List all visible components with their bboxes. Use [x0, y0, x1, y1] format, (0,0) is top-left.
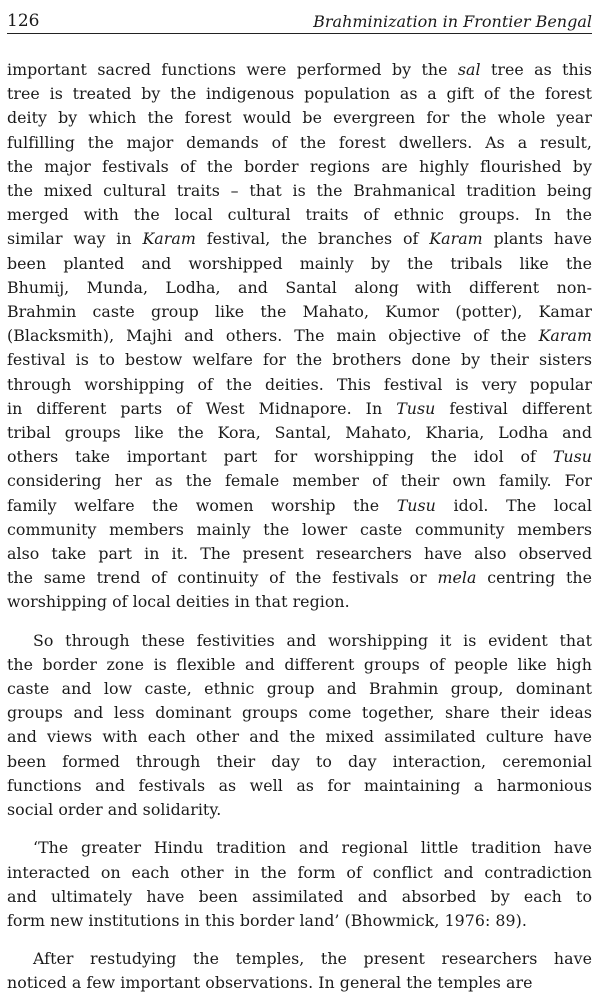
italic-term: Tusu [396, 398, 436, 418]
paragraph [7, 58, 592, 615]
text-line: similar way in Karam festival, the branches of Karam plants have [7, 229, 592, 249]
text-line: Bhumij, Munda, Lodha, and Santal along with different non- [7, 277, 592, 297]
text-line: social order and solidarity. [7, 800, 222, 820]
text-line: form new institutions in this border land’ (Bhowmick, 1976: 89). [7, 910, 527, 930]
italic-term: Karam [429, 229, 483, 249]
body-text [7, 58, 592, 996]
text-line: fulfilling the major demands of the forest dwellers. As a result, [7, 132, 592, 152]
text-line: So through these festivities and worshipping it is evident that [33, 630, 592, 650]
text-line: groups and less dominant groups come together, share their ideas [7, 703, 592, 723]
text-line: deity by which the forest would be evergreen for the whole year [7, 108, 592, 128]
text-line: family welfare the women worship the Tusu idol. The local [7, 495, 592, 515]
text-line: worshipping of local deities in that region. [7, 592, 350, 612]
italic-term: Karam [142, 229, 196, 249]
text-line: others take important part for worshipping the idol of Tusu [7, 447, 592, 467]
text-line: important sacred functions were performed by the sal tree as this [7, 60, 592, 79]
italic-term: mela [437, 568, 477, 588]
paragraph [7, 836, 592, 933]
text-line: the major festivals of the border regions are highly flourished by [7, 156, 592, 176]
text-line: and views with each other and the mixed assimilated culture have [7, 727, 592, 747]
page-number: 126 [7, 11, 40, 31]
text-line: through worshipping of the deities. This festival is very popular [7, 374, 592, 394]
italic-term: Tusu [552, 447, 592, 467]
italic-term: Karam [538, 326, 592, 346]
text-line: the border zone is flexible and different groups of people like high [7, 654, 592, 674]
text-line: community members mainly the lower caste community members [7, 519, 592, 539]
text-line: After restudying the temples, the present researchers have [33, 949, 592, 969]
text-line: merged with the local cultural traits of ethnic groups. In the [7, 205, 592, 225]
text-line: in different parts of West Midnapore. In Tusu festival different [7, 398, 592, 418]
text-line: (Blacksmith), Majhi and others. The main objective of the Karam [7, 326, 592, 346]
paragraph [7, 947, 592, 995]
text-line: the mixed cultural traits – that is the Brahmanical tradition being [7, 181, 592, 201]
text-line: tribal groups like the Kora, Santal, Mahato, Kharia, Lodha and [7, 423, 592, 443]
text-line: ‘The greater Hindu tradition and regional little tradition have [33, 838, 592, 858]
text-line: Brahmin caste group like the Mahato, Kumor (potter), Kamar [7, 302, 592, 322]
paragraph [7, 629, 592, 823]
text-line: been planted and worshipped mainly by the tribals like the [7, 253, 592, 273]
text-line: interacted on each other in the form of conflict and contradiction [7, 862, 592, 882]
running-title: Brahminization in Frontier Bengal [313, 12, 592, 31]
text-line: been formed through their day to day interaction, ceremonial [7, 751, 592, 771]
italic-term: Tusu [396, 495, 436, 515]
text-line: the same trend of continuity of the festivals or mela centring the [7, 568, 592, 588]
text-line: noticed a few important observations. In general the temples are [7, 973, 533, 993]
running-head [7, 8, 592, 34]
text-line: considering her as the female member of their own family. For [7, 471, 592, 491]
text-line: functions and festivals as well as for maintaining a harmonious [7, 775, 592, 795]
text-line: tree is treated by the indigenous population as a gift of the forest [7, 84, 592, 104]
text-line: caste and low caste, ethnic group and Brahmin group, dominant [7, 679, 592, 699]
italic-term: sal [457, 60, 481, 79]
text-line: festival is to bestow welfare for the brothers done by their sisters [7, 350, 592, 370]
text-line: also take part in it. The present researchers have also observed [7, 544, 592, 564]
text-line: and ultimately have been assimilated and absorbed by each to [7, 886, 592, 906]
